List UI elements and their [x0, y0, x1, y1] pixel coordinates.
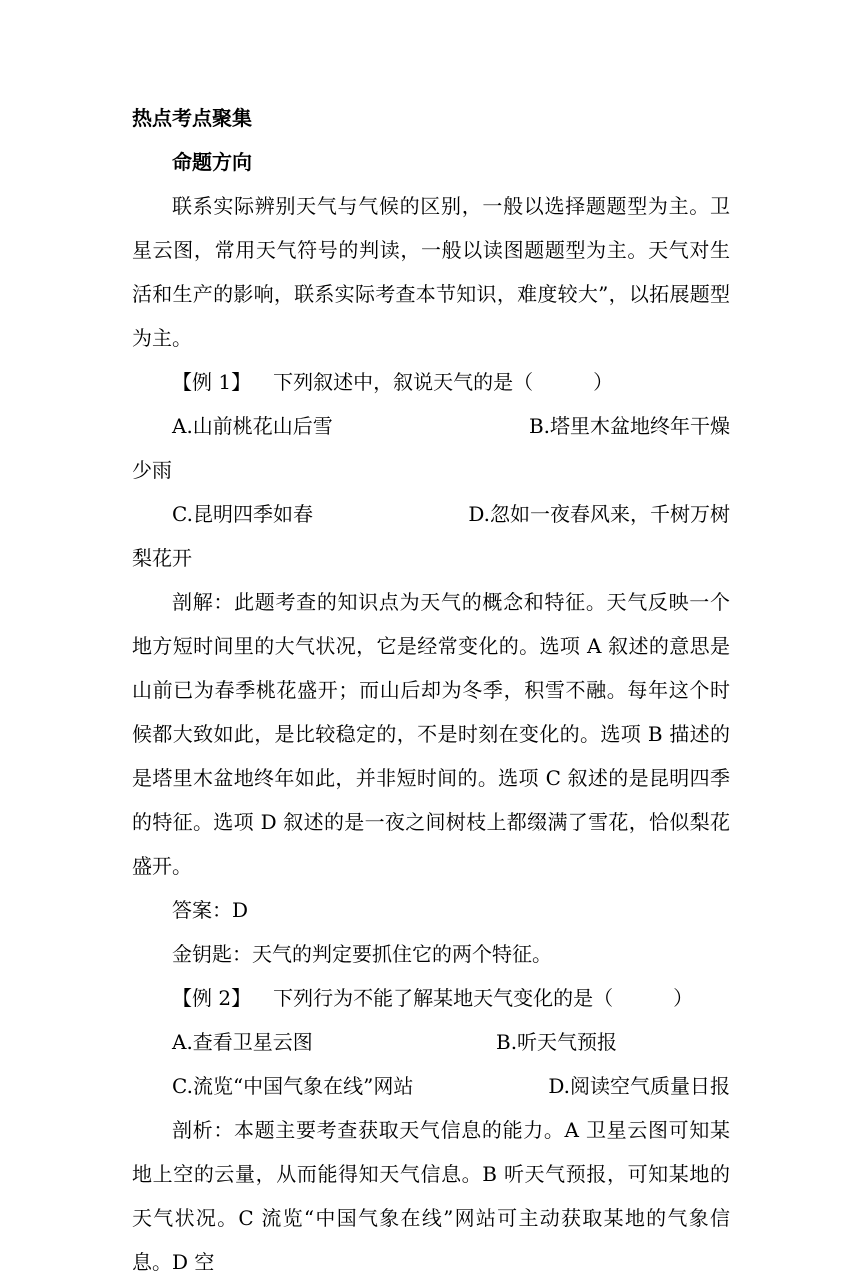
example2-option-d: D.阅读空气质量日报	[548, 1074, 730, 1098]
example2-option-a: A.查看卫星云图	[172, 1030, 313, 1054]
document-page	[132, 96, 730, 1284]
example1-analysis: 剖解：此题考查的知识点为天气的概念和特征。天气反映一个地方短时间里的大气状况，它是经常变化的。选项 A 叙述的意思是山前已为春季桃花盛开；而山后却为冬季，积雪不融。每年这个时候都大致如此，是比较稳定的，不是时刻在变化的。选项 B 描述的是塔里木盆地终年如此，并非短时间的。选项 C 叙述的是昆明四季的特征。选项 D 叙述的是一夜之间树枝上都缀满了雪花，恰似梨花盛开。	[132, 590, 730, 878]
example2-option-c: C.流览“中国气象在线”网站	[172, 1074, 414, 1098]
subsection-title: 命题方向	[172, 150, 252, 174]
example2-options-ab	[132, 1020, 730, 1064]
example1-question: 下列叙述中，叙说天气的是（ ）	[273, 370, 614, 394]
example1-answer: 答案：D	[172, 898, 249, 922]
example1-option-b: B.塔里木盆地终年干燥	[528, 414, 730, 438]
example1-options-cd	[132, 492, 730, 536]
example2-label: 【例 2】	[172, 986, 252, 1010]
example2-options-cd	[132, 1064, 730, 1108]
intro-paragraph: 联系实际辨别天气与气候的区别，一般以选择题题型为主。卫星云图，常用天气符号的判读，一般以读图题题型为主。天气对生活和生产的影响，联系实际考查本节知识，难度较大”，以拓展题型为主。	[132, 194, 730, 350]
example1-key-tip: 金钥匙：天气的判定要抓住它的两个特征。	[172, 942, 552, 966]
example1-label: 【例 1】	[172, 370, 252, 394]
example2-question: 下列行为不能了解某地天气变化的是（ ）	[273, 986, 694, 1010]
example1-option-c: C.昆明四季如春	[172, 502, 313, 526]
example1-options-ab	[132, 404, 730, 448]
example2-question-line	[132, 976, 730, 1020]
example1-option-d: D.忽如一夜春风来，千树万树	[468, 502, 730, 526]
section-title: 热点考点聚集	[132, 106, 252, 130]
example2-option-b: B.听天气预报	[496, 1030, 618, 1054]
example2-analysis: 剖析：本题主要考查获取天气信息的能力。A 卫星云图可知某地上空的云量，从而能得知天气信息。B 听天气预报，可知某地的天气状况。C 流览“中国气象在线”网站可主动获取某地的气象信息。D 空	[132, 1118, 730, 1274]
example1-option-a: A.山前桃花山后雪	[172, 414, 333, 438]
example1-option-b-continued: 少雨	[132, 458, 172, 482]
example1-question-line	[132, 360, 730, 404]
example1-option-d-continued: 梨花开	[132, 546, 192, 570]
